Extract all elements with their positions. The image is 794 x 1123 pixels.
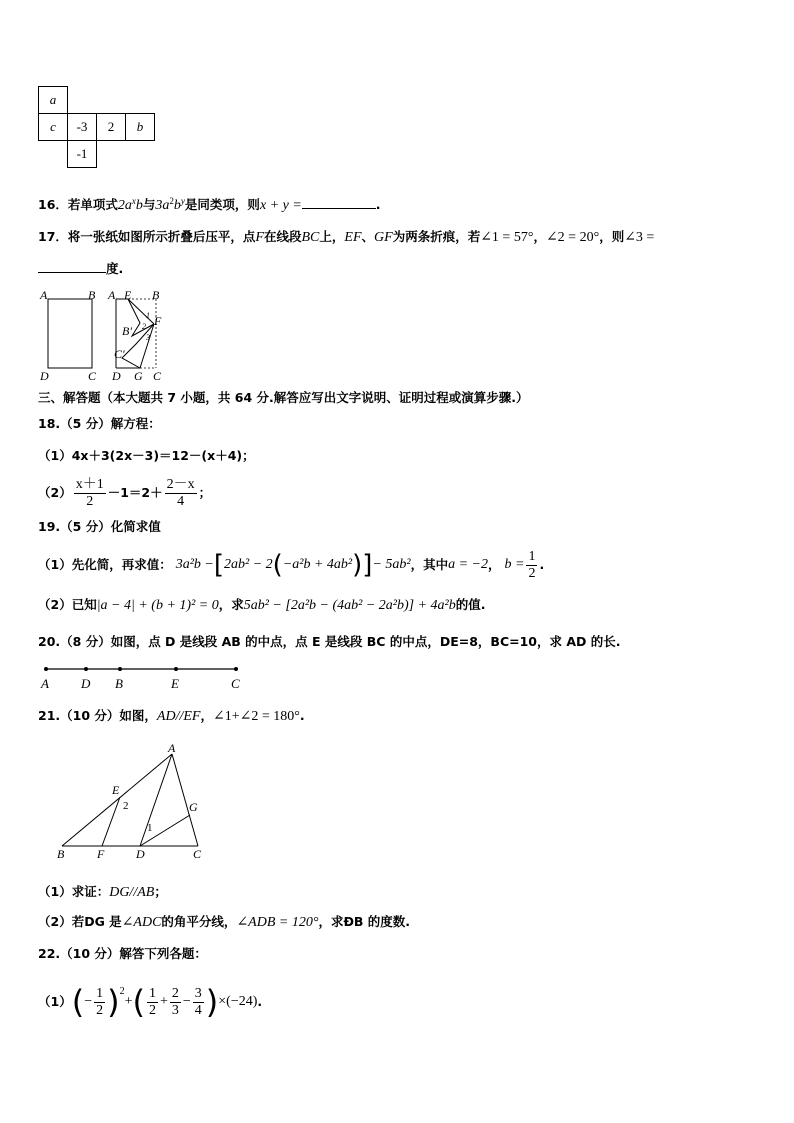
q22-fraction4-den: 4 xyxy=(194,1002,202,1018)
q18-p2-end: ； xyxy=(198,485,212,500)
q17-text6: ， xyxy=(533,229,546,244)
fig17-label-c1: C xyxy=(88,369,97,383)
q19-p2-mid: ，求 xyxy=(218,597,244,612)
q21-p2-text-b: 的角平分线， xyxy=(161,914,237,929)
question-18-part2 xyxy=(38,476,211,510)
q17-text3: 上， xyxy=(319,229,345,244)
q22-minus2: − xyxy=(182,994,191,1009)
fold-figure xyxy=(36,288,176,384)
question-21-part2 xyxy=(38,914,410,931)
q16-term1: 2a xyxy=(117,198,132,214)
point-a-dot xyxy=(44,667,48,671)
q21-p1-expr: DG//AB xyxy=(109,885,155,900)
question-20: 20.（8 分）如图，点 D 是线段 AB 的中点，点 E 是线段 BC 的中点，DE=8，BC=10，求 AD 的长. xyxy=(38,634,621,649)
fig17-label-b2: B xyxy=(152,288,160,302)
section-3-heading: 三、解答题（本大题共 7 小题，共 64 分.解答应写出文字说明、证明过程或演算步骤.） xyxy=(38,390,529,405)
question-21-title xyxy=(38,708,305,725)
q22-fraction2 xyxy=(147,986,158,1019)
q17-text7: ，则 xyxy=(599,229,625,244)
q17-segment-ef: EF xyxy=(344,230,362,245)
q22-fraction1-den: 2 xyxy=(96,1002,104,1018)
q19-p1-expr-d: − 5ab² xyxy=(372,557,411,572)
point-c-label: C xyxy=(231,676,240,691)
triangle-figure xyxy=(52,740,212,864)
q17-text4: 、 xyxy=(361,229,375,244)
q19-p1-end: . xyxy=(539,557,545,572)
q22-fraction3 xyxy=(170,986,181,1019)
point-b-label: B xyxy=(115,676,123,691)
q18-fraction2-num: 2－x xyxy=(166,476,195,492)
tri-label-b: B xyxy=(57,847,65,861)
q19-bracket-open: [ xyxy=(213,550,225,580)
tri-angle1-label: 1 xyxy=(147,822,153,834)
q19-p1-comma: ， xyxy=(488,557,501,572)
q22-fraction4 xyxy=(193,986,204,1019)
question-19-part2 xyxy=(38,597,485,614)
q21-cond1: AD//EF xyxy=(156,709,201,724)
grid-cell-b: b xyxy=(125,113,155,141)
q21-end: . xyxy=(299,708,305,723)
tri-label-a: A xyxy=(168,741,176,755)
fig17-label-b1: B xyxy=(88,288,96,302)
fig17-label-f: F xyxy=(154,314,162,328)
q19-b-fraction-den: 2 xyxy=(528,565,536,581)
q17-text5: 为两条折痕，若 xyxy=(392,229,481,244)
fig17-label-g: G xyxy=(134,369,143,383)
q22-paren1-open: ( xyxy=(71,983,85,1021)
fig17-angle2-label: 2 xyxy=(142,322,146,331)
q19-p2-condition: |a − 4| + (b + 1)² = 0 xyxy=(96,598,219,613)
q22-paren2-close: ) xyxy=(205,983,219,1021)
q17-text1: 17．将一张纸如图所示折叠后压平，点 xyxy=(38,229,256,244)
q22-fraction2-den: 2 xyxy=(148,1002,156,1018)
q19-p1-where: ，其中 xyxy=(410,557,449,572)
q22-fraction2-num: 1 xyxy=(148,985,156,1001)
paper-rectangle xyxy=(48,299,92,368)
q19-p1-expr-c: −a²b + 4ab² xyxy=(282,557,353,572)
q22-fraction3-den: 3 xyxy=(171,1002,179,1018)
tri-label-f: F xyxy=(97,847,105,861)
q17-text-end: 度. xyxy=(106,261,124,276)
tri-label-g: G xyxy=(189,800,198,814)
question-17-line1 xyxy=(38,229,654,246)
q17-answer-blank[interactable] xyxy=(38,260,106,273)
q22-paren2-open: ( xyxy=(132,983,145,1021)
q19-p2-end: 的值. xyxy=(455,597,486,612)
q22-tail: ×(−24) xyxy=(218,994,258,1009)
question-21-part1 xyxy=(38,884,167,901)
q19-p1-a-value: a = −2 xyxy=(448,557,489,572)
q22-plus2: + xyxy=(159,994,168,1009)
q17-angle3: ∠3 = xyxy=(624,230,655,245)
segment-figure xyxy=(36,660,246,692)
q16-mid2: 是同类项，则 xyxy=(184,197,260,213)
q18-p2-label: （2） xyxy=(38,485,72,500)
question-19-title: 19.（5 分）化简求值 xyxy=(38,519,161,534)
q22-paren1-close: ) xyxy=(107,983,120,1021)
q22-p1-label: （1） xyxy=(38,994,72,1009)
q16-term2-exp: 2 xyxy=(169,196,174,206)
q16-end: . xyxy=(375,197,381,213)
q17-segment-bc: BC xyxy=(301,230,320,245)
q21-cond2: ∠1+∠2 = 180° xyxy=(212,709,300,724)
question-22-title: 22.（10 分）解答下列各题： xyxy=(38,946,207,961)
q18-p2-mid: －1＝2＋ xyxy=(107,485,163,500)
question-16 xyxy=(38,193,381,214)
q17-angle1: ∠1 = 57° xyxy=(480,230,534,245)
q17-angle2: ∠2 = 20° xyxy=(545,230,600,245)
tri-label-e: E xyxy=(112,783,120,797)
q21-p1-end: ； xyxy=(154,884,167,899)
tri-angle2-label: 2 xyxy=(123,800,129,812)
tri-label-d: D xyxy=(136,847,145,861)
fig17-angle3-label: 3 xyxy=(146,333,150,342)
q18-fraction2-den: 4 xyxy=(177,493,185,509)
q22-square-exponent: 2 xyxy=(119,986,125,997)
fig17-label-a2: A xyxy=(108,288,116,302)
question-18-part1: （1）4x＋3(2x－3)＝12－(x＋4)； xyxy=(38,448,255,463)
q19-bracket-close: ] xyxy=(362,550,373,580)
fig17-label-c2: C xyxy=(153,369,162,383)
grid-cell-a: a xyxy=(38,86,68,114)
q18-fraction1-num: x＋1 xyxy=(75,476,104,492)
fig17-label-a1: A xyxy=(40,288,48,302)
q16-term2: 3a xyxy=(155,198,170,214)
q16-expr: x + y = xyxy=(259,198,302,214)
q17-point-f: F xyxy=(255,230,264,245)
point-e-label: E xyxy=(171,676,179,691)
q17-segment-gf: GF xyxy=(374,230,393,245)
q21-title: 21.（10 分）如图， xyxy=(38,708,157,723)
grid-cell-2: 2 xyxy=(96,113,126,141)
grid-cell-c: c xyxy=(38,113,68,141)
q21-p2-text-c: ，求ÐB 的度数. xyxy=(318,914,411,929)
q16-term2-exp2: y xyxy=(180,196,185,206)
fig17-label-d2: D xyxy=(112,369,121,383)
tri-label-c: C xyxy=(193,847,202,861)
q22-end: . xyxy=(257,994,263,1009)
point-d-dot xyxy=(84,667,88,671)
question-17-line2 xyxy=(38,260,123,277)
fig17-label-e: E xyxy=(124,288,132,302)
q21-p2-angle: ∠ADC xyxy=(121,915,162,930)
point-e-dot xyxy=(174,667,178,671)
fig17-angle1-label: 1 xyxy=(146,311,150,320)
q19-p1-expr-a: 3a²b − xyxy=(175,557,214,572)
point-b-dot xyxy=(118,667,122,671)
q19-b-fraction-num: 1 xyxy=(528,548,536,564)
q19-b-fraction xyxy=(526,549,537,582)
fig17-label-d1: D xyxy=(40,369,49,383)
question-22-part1 xyxy=(38,982,262,1022)
q22-fraction3-num: 2 xyxy=(171,985,179,1001)
q18-fraction1 xyxy=(74,477,106,510)
q16-term2-b: b xyxy=(173,198,181,214)
q19-p2-label: （2）已知 xyxy=(38,597,97,612)
q21-p2-text-a: （2）若DG 是 xyxy=(38,914,122,929)
q19-p1-b: b = xyxy=(504,557,525,572)
q16-term1-b: b xyxy=(135,198,143,214)
point-c-dot xyxy=(234,667,238,671)
q22-plus: + xyxy=(124,994,133,1009)
point-d-label: D xyxy=(81,676,91,691)
q22-fraction4-num: 3 xyxy=(194,985,202,1001)
fig17-label-c-prime: C' xyxy=(114,347,125,361)
q17-text2: 在线段 xyxy=(263,229,302,244)
fig17-label-b-prime: B' xyxy=(122,324,132,338)
q16-mid: 与 xyxy=(142,197,156,213)
q18-fraction2 xyxy=(165,477,197,510)
q22-fraction1-num: 1 xyxy=(96,985,104,1001)
grid-cell-neg3: -3 xyxy=(67,113,97,141)
q19-paren-close: ) xyxy=(352,550,363,580)
question-18-title: 18.（5 分）解方程： xyxy=(38,416,161,431)
q19-paren-open: ( xyxy=(272,550,283,580)
q22-fraction1 xyxy=(94,986,105,1019)
q22-minus: − xyxy=(84,994,93,1009)
grid-cell-neg1: -1 xyxy=(67,140,97,168)
q21-p1-label: （1）求证： xyxy=(38,884,110,899)
q16-term1-exp: x xyxy=(131,196,136,206)
q16-prefix: 16．若单项式 xyxy=(38,197,118,213)
q19-p1-expr-b: 2ab² − 2 xyxy=(224,557,273,572)
q19-p2-expr: 5ab² − [2a²b − (4ab² − 2a²b)] + 4a²b xyxy=(243,598,456,613)
q16-answer-blank[interactable] xyxy=(302,196,376,209)
q19-p1-label: （1）先化简，再求值： xyxy=(38,557,172,572)
question-19-part1 xyxy=(38,547,544,583)
q18-fraction1-den: 2 xyxy=(86,493,94,509)
point-a-label: A xyxy=(41,676,49,691)
q21-p2-condition: ∠ADB = 120° xyxy=(236,915,319,930)
q21-comma: ， xyxy=(200,708,213,723)
